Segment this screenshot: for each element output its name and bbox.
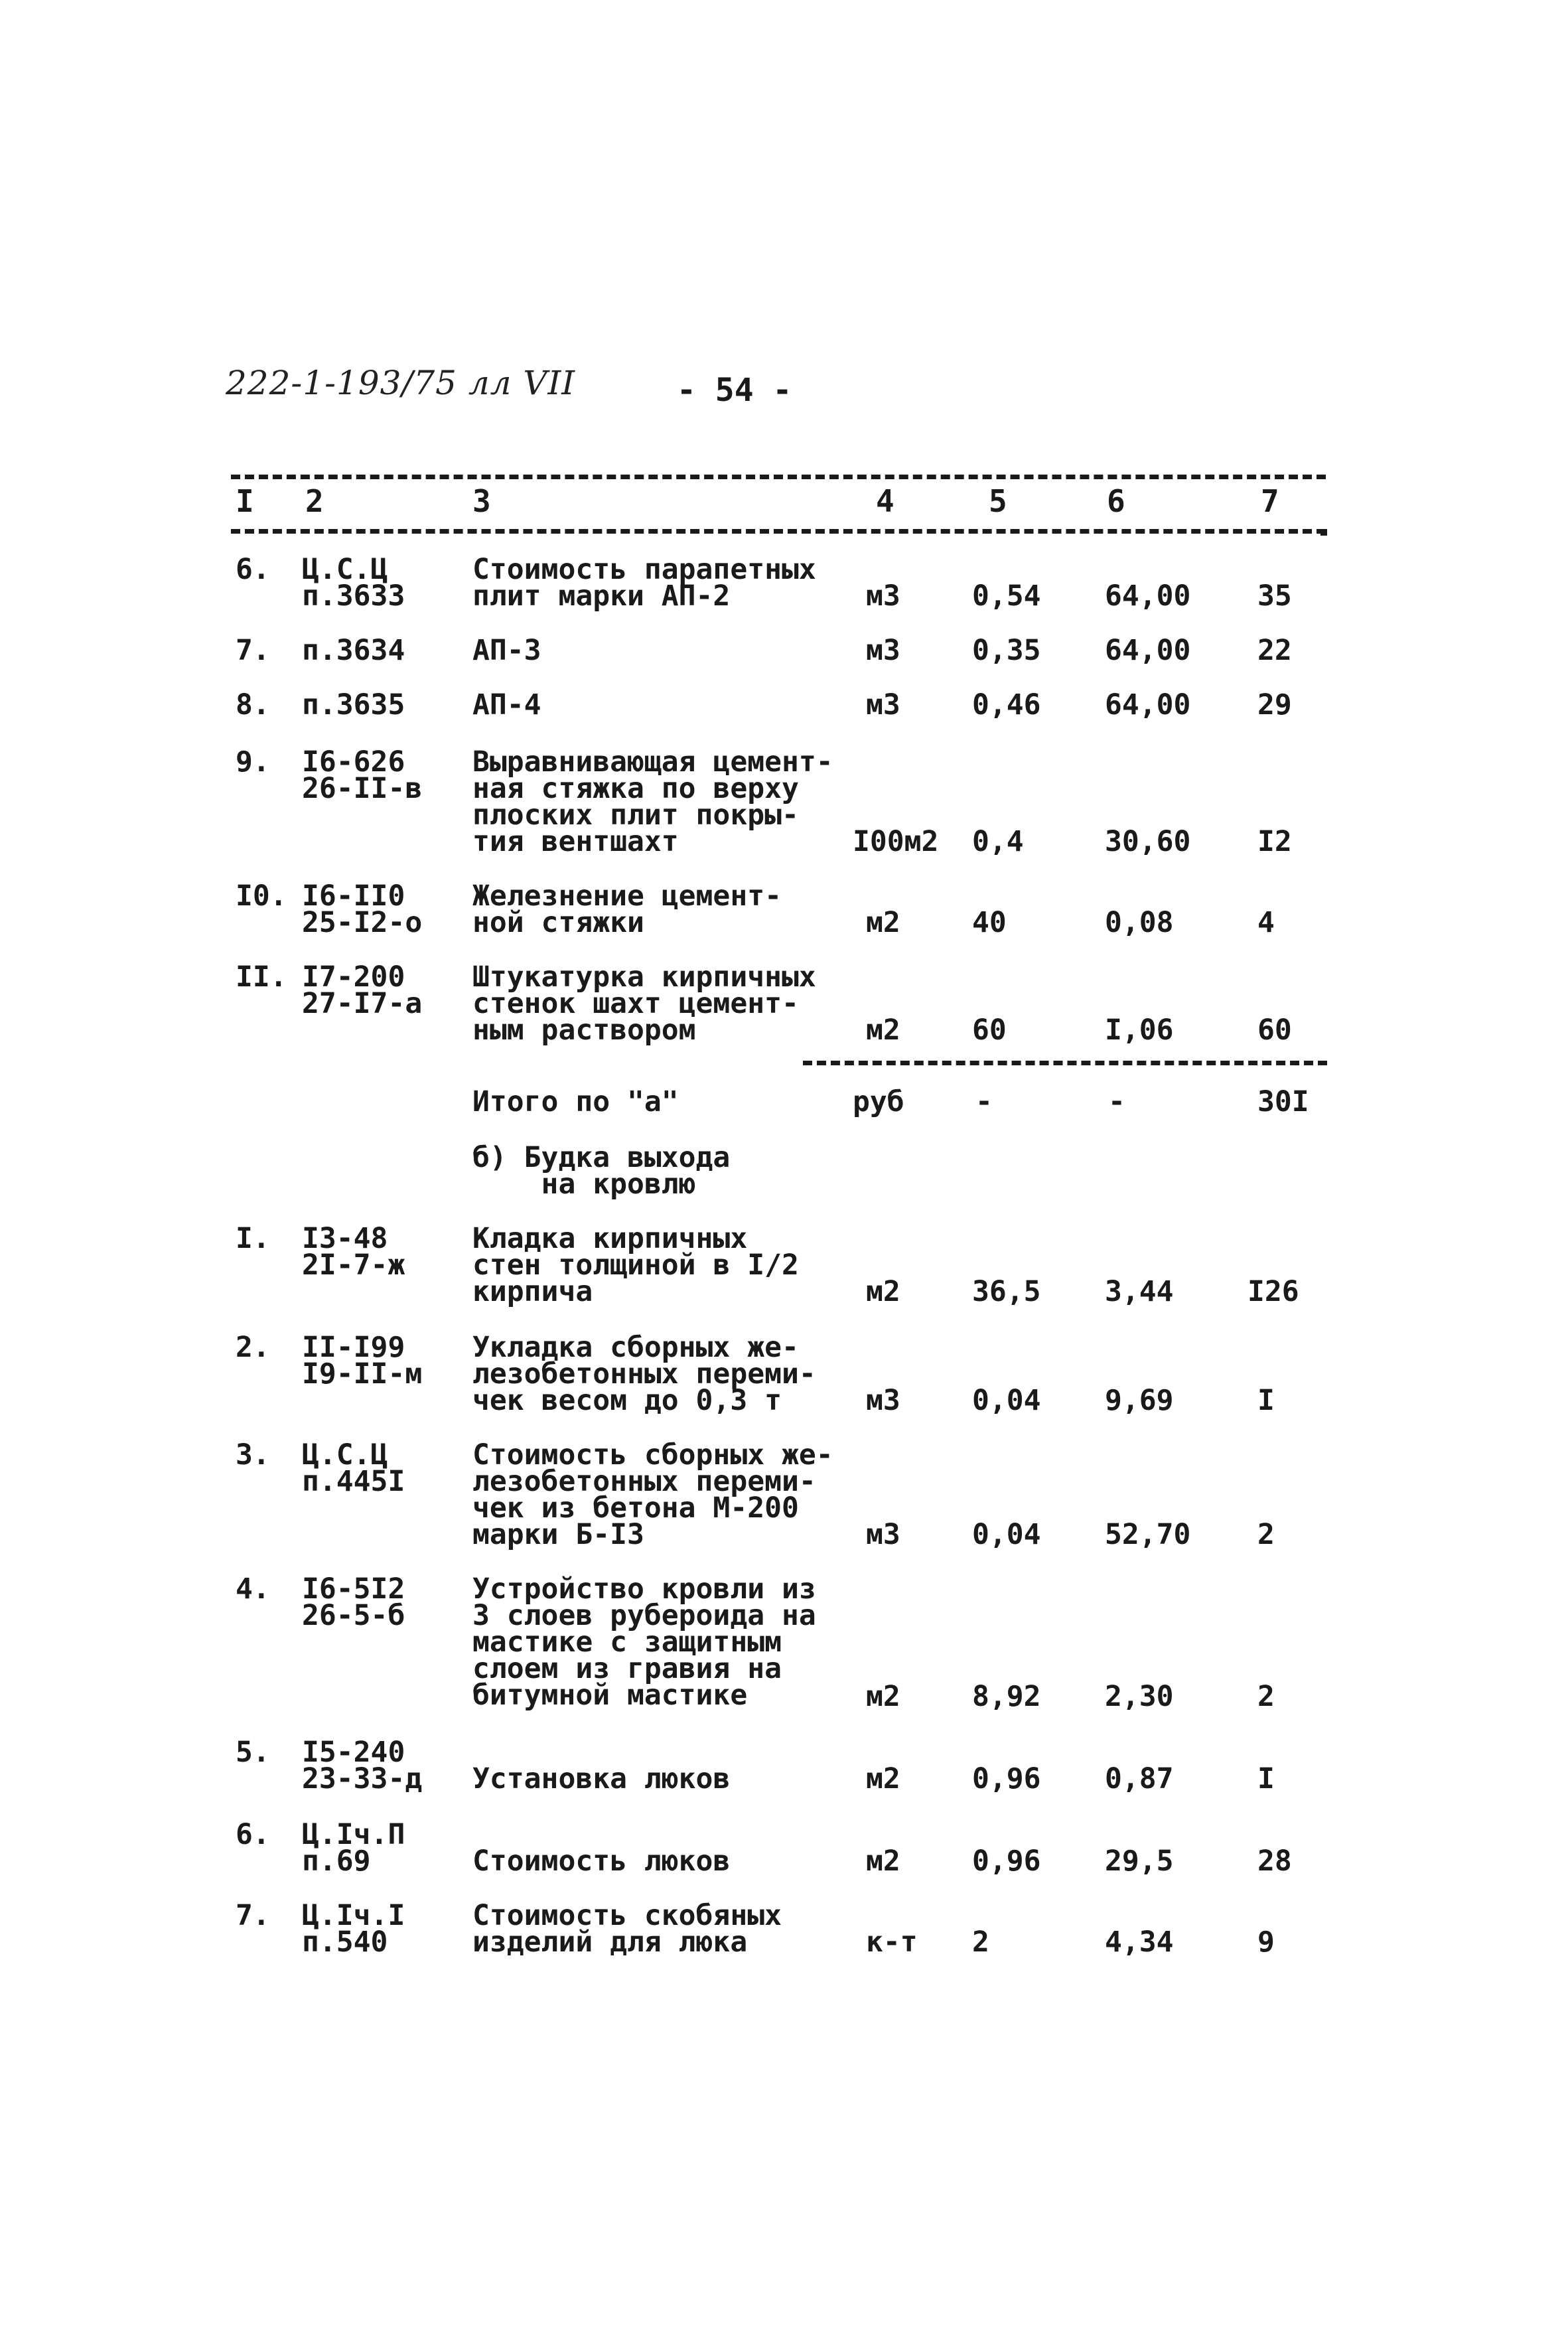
row-qty: 0,96 xyxy=(972,1845,1041,1878)
row-number: I0. xyxy=(236,879,287,913)
row-price: 52,70 xyxy=(1105,1518,1191,1551)
table-header-rule xyxy=(231,529,1326,534)
row-price: 29,5 xyxy=(1105,1845,1174,1878)
row-code: Ц.Iч.I п.540 xyxy=(302,1899,405,1959)
row-number: 7. xyxy=(236,1899,270,1932)
row-unit: к-т xyxy=(866,1926,918,1959)
subtotal-unit: руб xyxy=(853,1085,904,1118)
subtotal-price: - xyxy=(1108,1085,1125,1118)
row-total: I2 xyxy=(1257,825,1292,858)
row-total: 2 xyxy=(1257,1518,1275,1551)
row-name: Стоимость парапетных плит марки АП-2 xyxy=(472,553,816,613)
row-price: 64,00 xyxy=(1105,688,1191,721)
rule-end-mark xyxy=(1320,529,1327,536)
row-price: 64,00 xyxy=(1105,579,1191,613)
row-price: 9,69 xyxy=(1105,1384,1174,1417)
row-total: 2 xyxy=(1257,1680,1275,1713)
row-unit: м2 xyxy=(866,1845,900,1878)
row-total: I26 xyxy=(1247,1275,1299,1308)
row-qty: 0,46 xyxy=(972,688,1041,721)
row-unit: м2 xyxy=(866,1014,900,1047)
row-number: 6. xyxy=(236,553,270,586)
section-b-title: б) Будка выхода на кровлю xyxy=(472,1141,731,1201)
row-qty: 2 xyxy=(972,1926,989,1959)
row-unit: м3 xyxy=(866,634,900,667)
row-number: 8. xyxy=(236,688,270,721)
row-name: Стоимость сборных же- лезобетонных переми- чек из бетона М-200 марки Б-I3 xyxy=(472,1438,833,1551)
row-price: 0,08 xyxy=(1105,906,1174,939)
row-number: 2. xyxy=(236,1331,270,1364)
row-qty: 36,5 xyxy=(972,1275,1041,1308)
column-header-6: 6 xyxy=(1107,483,1125,519)
row-total: I xyxy=(1257,1762,1275,1795)
row-name: Укладка сборных же- лезобетонных переми- чек весом до 0,3 т xyxy=(472,1331,816,1417)
row-unit: I00м2 xyxy=(853,825,939,858)
row-code: I6-II0 25-I2-о xyxy=(302,879,423,939)
column-header-5: 5 xyxy=(989,483,1007,519)
row-number: 7. xyxy=(236,634,270,667)
row-total: 9 xyxy=(1257,1926,1275,1959)
row-code: Ц.Iч.П п.69 xyxy=(302,1818,405,1878)
row-price: 64,00 xyxy=(1105,634,1191,667)
row-number: 3. xyxy=(236,1438,270,1472)
row-number: 5. xyxy=(236,1736,270,1769)
page-number: - 54 - xyxy=(677,372,792,409)
row-code: I5-240 23-33-д xyxy=(302,1736,423,1795)
column-header-1: I xyxy=(236,483,254,519)
row-qty: 0,54 xyxy=(972,579,1041,613)
row-number: 4. xyxy=(236,1572,270,1606)
subtotal-qty: - xyxy=(975,1085,993,1118)
subtotal-rule xyxy=(803,1061,1327,1065)
row-name: Штукатурка кирпичных стенок шахт цемент- ным раствором xyxy=(472,960,816,1047)
row-price: 0,87 xyxy=(1105,1762,1174,1795)
column-header-7: 7 xyxy=(1261,483,1279,519)
row-qty: 40 xyxy=(972,906,1007,939)
row-unit: м2 xyxy=(866,1680,900,1713)
row-price: 3,44 xyxy=(1105,1275,1174,1308)
row-code: I6-5I2 26-5-б xyxy=(302,1572,405,1632)
column-header-2: 2 xyxy=(305,483,324,519)
row-price: 4,34 xyxy=(1105,1926,1174,1959)
subtotal-total: 30I xyxy=(1257,1085,1309,1118)
row-code: п.3634 xyxy=(302,634,405,667)
row-name: Выравнивающая цемент- ная стяжка по верху плоских плит покры- тия вентшахт xyxy=(472,745,833,858)
row-total: 22 xyxy=(1257,634,1292,667)
row-name: Стоимость скобяных изделий для люка xyxy=(472,1899,782,1959)
row-unit: м3 xyxy=(866,1518,900,1551)
row-unit: м3 xyxy=(866,1384,900,1417)
row-qty: 0,04 xyxy=(972,1384,1041,1417)
row-total: 4 xyxy=(1257,906,1275,939)
row-total: 35 xyxy=(1257,579,1292,613)
row-name: АП-4 xyxy=(472,688,541,721)
document-code: 222-1-193/75 лл VII xyxy=(226,364,576,402)
row-number: 6. xyxy=(236,1818,270,1851)
row-unit: м3 xyxy=(866,688,900,721)
row-price: 2,30 xyxy=(1105,1680,1174,1713)
row-number: 9. xyxy=(236,745,270,779)
row-name: Стоимость люков xyxy=(472,1845,731,1878)
row-code: Ц.С.Ц п.3633 xyxy=(302,553,405,613)
subtotal-label: Итого по "а" xyxy=(472,1085,679,1118)
row-unit: м3 xyxy=(866,579,900,613)
row-name: Железнение цемент- ной стяжки xyxy=(472,879,782,939)
row-qty: 60 xyxy=(972,1014,1007,1047)
row-name: Кладка кирпичных стен толщиной в I/2 кирпича xyxy=(472,1222,799,1308)
row-code: п.3635 xyxy=(302,688,405,721)
row-name: Устройство кровли из 3 слоев рубероида на мастике с защитным слоем из гравия на битумной мастике xyxy=(472,1572,816,1712)
row-qty: 0,96 xyxy=(972,1762,1041,1795)
row-code: I6-626 26-II-в xyxy=(302,745,423,805)
row-code: I3-48 2I-7-ж xyxy=(302,1222,405,1282)
row-price: I,06 xyxy=(1105,1014,1174,1047)
row-total: 29 xyxy=(1257,688,1292,721)
row-total: I xyxy=(1257,1384,1275,1417)
row-total: 60 xyxy=(1257,1014,1292,1047)
column-header-3: 3 xyxy=(472,483,491,519)
row-qty: 0,35 xyxy=(972,634,1041,667)
row-price: 30,60 xyxy=(1105,825,1191,858)
row-unit: м2 xyxy=(866,906,900,939)
row-number: I. xyxy=(236,1222,270,1255)
row-total: 28 xyxy=(1257,1845,1292,1878)
row-qty: 8,92 xyxy=(972,1680,1041,1713)
row-name: АП-3 xyxy=(472,634,541,667)
column-header-4: 4 xyxy=(876,483,894,519)
row-number: II. xyxy=(236,960,287,994)
row-code: Ц.С.Ц п.445I xyxy=(302,1438,405,1498)
table-top-rule xyxy=(231,475,1326,479)
row-unit: м2 xyxy=(866,1762,900,1795)
row-name: Установка люков xyxy=(472,1762,731,1795)
row-unit: м2 xyxy=(866,1275,900,1308)
row-qty: 0,04 xyxy=(972,1518,1041,1551)
row-code: II-I99 I9-II-м xyxy=(302,1331,423,1391)
row-qty: 0,4 xyxy=(972,825,1024,858)
row-code: I7-200 27-I7-а xyxy=(302,960,423,1020)
